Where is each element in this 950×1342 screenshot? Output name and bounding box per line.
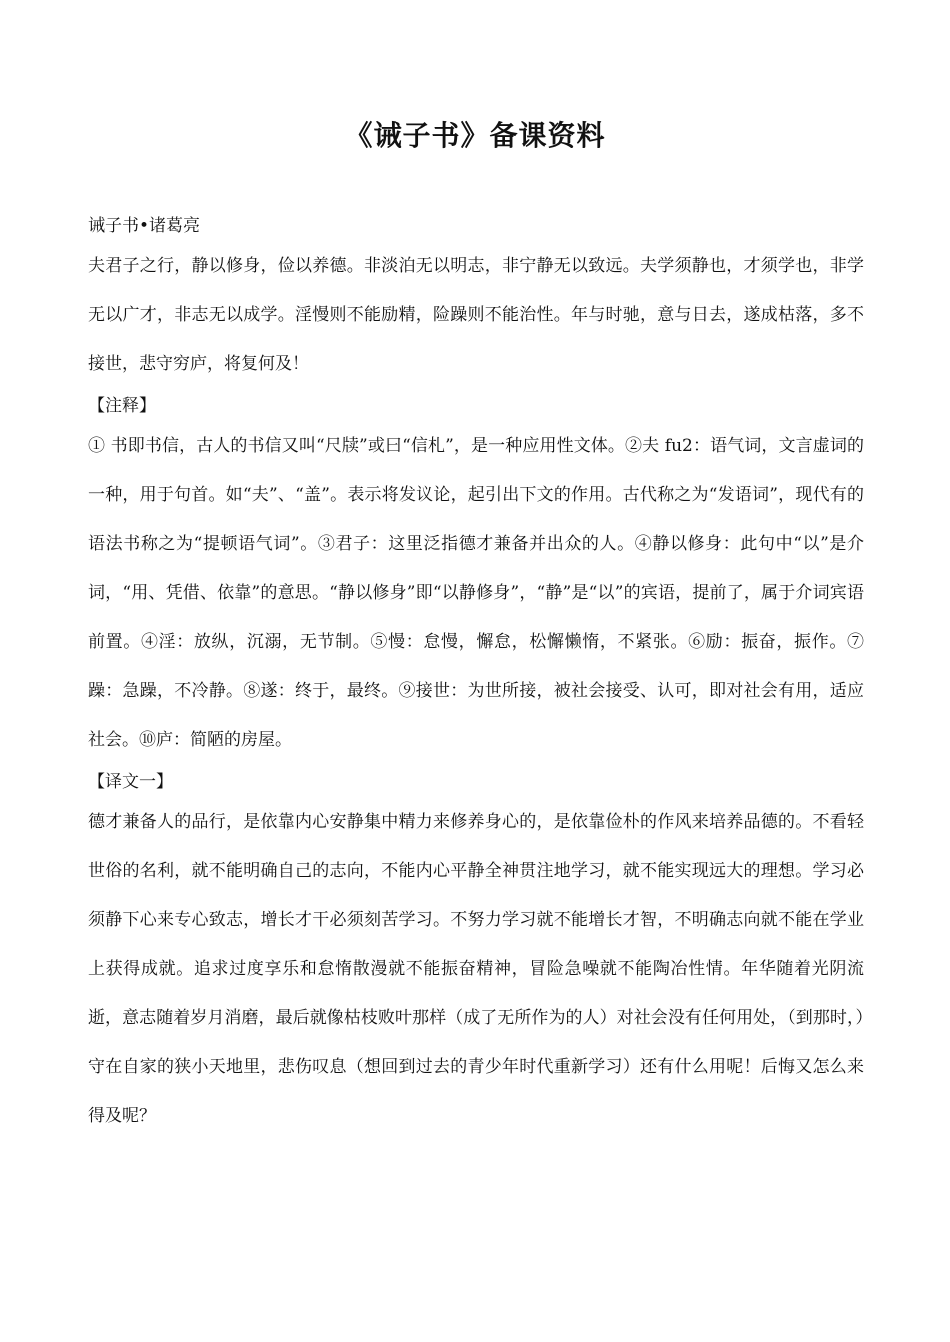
translation-paragraph: 德才兼备人的品行，是依靠内心安静集中精力来修养身心的，是依靠俭朴的作风来培养品德的。不看轻世俗的名利，就不能明确自己的志向，不能内心平静全神贯注地学习，就不能实现远大的理想。学习必须静下心来专心致志，增长才干必须刻苦学习。不努力学习就不能增长才智，不明确志向就不能在学业上获得成就。追求过度享乐和怠惰散漫就不能振奋精神，冒险急噪就不能陶冶性情。年华随着光阴流逝，意志随着岁月消磨，最后就像枯枝败叶那样（成了无所作为的人）对社会没有任何用处，（到那时，）守在自家的狭小天地里，悲伤叹息（想回到过去的青少年时代重新学习）还有什么用呢！后悔又怎么来得及呢？ xyxy=(88,812,864,1126)
original-text-paragraph: 夫君子之行，静以修身，俭以养德。非淡泊无以明志，非宁静无以致远。夫学须静也，才须学也，非学无以广才，非志无以成学。淫慢则不能励精，险躁则不能治性。年与时驰，意与日去，遂成枯落，多不接世，悲守穷庐，将复何及！ xyxy=(88,256,864,374)
notes-paragraph: ① 书即书信，古人的书信又叫“尺牍”或曰“信札”，是一种应用性文体。②夫 fu2：语气词，文言虚词的一种，用于句首。如“夫”、“盖”。表示将发议论，起引出下文的作用。古代称之为“发语词”，现代有的语法书称之为“提顿语气词”。③君子：这里泛指德才兼备并出众的人。④静以修身：此句中“以”是介词，“用、凭借、依靠”的意思。“静以修身”即“以静修身”，“静”是“以”的宾语，提前了，属于介词宾语前置。④淫：放纵，沉溺，无节制。⑤慢：怠慢，懈怠，松懈懒惰，不紧张。⑥励：振奋，振作。⑦躁：急躁，不冷静。⑧遂：终于，最终。⑨接世：为世所接，被社会接受、认可，即对社会有用，适应社会。⑩庐：简陋的房屋。 xyxy=(88,436,864,750)
document-body xyxy=(88,210,864,1141)
translation-heading: 【译文一】 xyxy=(88,772,173,792)
document-title: 《诫子书》备课资料 xyxy=(344,119,606,152)
notes-heading: 【注释】 xyxy=(88,396,156,416)
work-and-author: 诫子书•诸葛亮 xyxy=(88,216,201,236)
